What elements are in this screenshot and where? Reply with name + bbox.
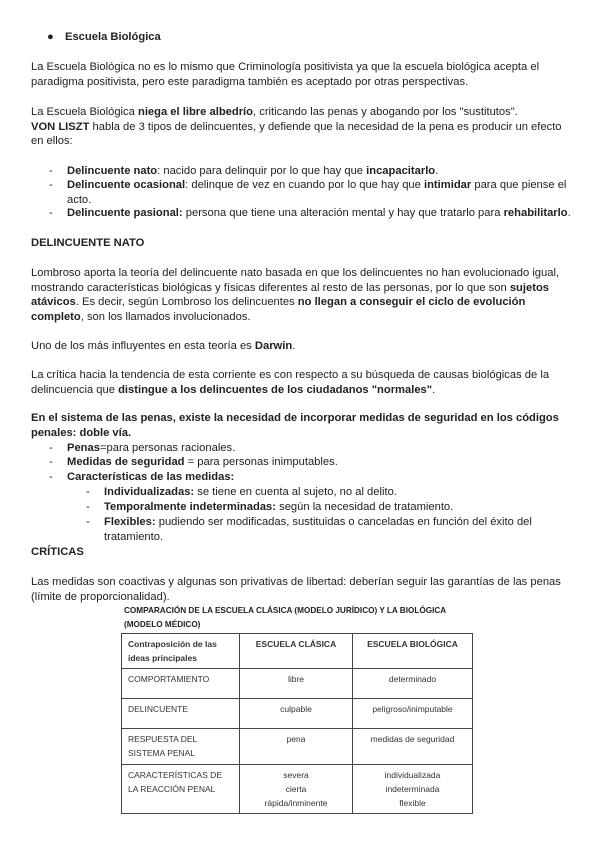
text: Lombroso aporta la teoría del delincuente nato basada en que los delincuentes no han evolucionado igual, mostrando características biológicas y físicas diferentes al resto de las personas, por lo que son	[31, 267, 560, 294]
table-cell: individualizada indeterminada flexible	[353, 765, 473, 814]
text: La crítica hacia la tendencia de esta corriente es con respecto a su búsqueda de causas biológicas de la delincuencia que	[31, 369, 550, 396]
text: habla de 3 tipos de delincuentes, y defiende que la necesidad de la pena es producir un efecto en ellos:	[31, 120, 562, 147]
table-header-cell: ESCUELA CLÁSICA	[240, 634, 353, 669]
type-name: Delincuente pasional:	[67, 207, 183, 219]
table-cell: culpable	[240, 699, 353, 729]
paragraph-lombroso	[31, 266, 571, 324]
table-header-row	[122, 634, 473, 669]
table-row	[122, 669, 473, 699]
dash-icon: -	[49, 207, 53, 219]
table-row	[122, 699, 473, 729]
text: se tiene en cuenta al sujeto, no al delito.	[194, 486, 397, 498]
text: según la necesidad de tratamiento.	[276, 501, 454, 513]
text: Uno de los más influyentes en esta teoría es	[31, 340, 255, 352]
bold-text: Darwin	[254, 340, 293, 352]
bold-text: Medidas de seguridad	[67, 456, 185, 468]
table-header-cell: Contraposición de las ideas principales	[122, 634, 240, 669]
type-action: intimidar	[423, 179, 472, 191]
type-end: .	[435, 165, 439, 177]
type-end: .	[567, 207, 571, 219]
dash-icon: -	[49, 471, 53, 483]
table-caption: COMPARACIÓN DE LA ESCUELA CLÁSICA (MODELO JURÍDICO) Y LA BIOLÓGICA (MODELO MÉDICO)	[124, 606, 446, 629]
dash-icon: -	[49, 456, 53, 468]
type-name: Delincuente ocasional	[67, 179, 186, 191]
bullet-dot-icon: ●	[47, 31, 54, 43]
table-cell: CARACTERÍSTICAS DE LA REACCIÓN PENAL	[122, 765, 240, 814]
table-cell: peligroso/inimputable	[353, 699, 473, 729]
bold-text: distingue a los delincuentes de los ciudadanos "normales"	[118, 383, 433, 396]
paragraph-sistema-penas: En el sistema de las penas, existe la necesidad de incorporar medidas de seguridad en los códigos penales: doble vía.	[31, 412, 559, 439]
table-cell: determinado	[353, 669, 473, 699]
type-action: incapacitarlo	[366, 165, 436, 177]
text: = para personas inimputables.	[184, 456, 338, 468]
type-text: : nacido para delinquir por lo que hay que	[157, 165, 367, 177]
table-cell: DELINCUENTE	[122, 699, 240, 729]
heading-escuela-biologica: Escuela Biológica	[65, 31, 161, 43]
text: , criticando las penas y abogando por los "sustitutos".	[253, 106, 518, 118]
table-cell: COMPORTAMIENTO	[122, 669, 240, 699]
text: , son los llamados involucionados.	[80, 310, 251, 323]
table-cell: medidas de seguridad	[353, 729, 473, 765]
table-cell: severa cierta rápida/inminente	[240, 765, 353, 814]
comparison-table	[121, 633, 473, 814]
paragraph-critica	[31, 368, 571, 397]
bold-text: niega el libre albedrío	[137, 106, 254, 118]
text: .	[292, 340, 296, 352]
paragraph-intro: La Escuela Biológica no es lo mismo que Criminología positivista ya que la escuela biológica acepta el paradigma positivista, pero este paradigma también es aceptado por otras perspectivas.	[31, 61, 540, 88]
table-cell: libre	[240, 669, 353, 699]
bold-text: Características de las medidas:	[67, 471, 235, 483]
type-name: Delincuente nato	[67, 165, 158, 177]
dash-icon: -	[86, 516, 90, 528]
type-text: persona que tiene una alteración mental y hay que tratarlo para	[182, 207, 504, 219]
bullet-heading	[47, 30, 161, 45]
dash-icon: -	[86, 486, 90, 498]
bold-text: Penas	[67, 442, 100, 454]
bold-text: sujetos atávicos	[31, 281, 549, 308]
table-cell: pena	[240, 729, 353, 765]
dash-icon: -	[86, 501, 90, 513]
text: pudiendo ser modificadas, sustituidas o canceladas en función del éxito del tratamiento.	[104, 516, 532, 543]
bold-text: VON LISZT	[31, 120, 90, 133]
paragraph-darwin	[31, 339, 571, 354]
dash-icon: -	[49, 442, 53, 454]
paragraph-criticas: Las medidas son coactivas y algunas son privativas de libertad: deberían seguir las garantías de las penas (límite de proporcionalidad).	[31, 576, 561, 603]
bold-text: Temporalmente indeterminadas:	[104, 501, 276, 513]
text: =para personas racionales.	[99, 442, 236, 454]
dash-icon: -	[49, 179, 53, 191]
type-text: : delinque de vez en cuando por lo que hay que	[185, 179, 424, 191]
table-header-cell: ESCUELA BIOLÓGICA	[353, 634, 473, 669]
bold-text: no llegan a conseguir el ciclo de evolución completo	[31, 296, 526, 323]
dash-icon: -	[49, 165, 53, 177]
bold-text: Individualizadas:	[104, 486, 195, 498]
table-row	[122, 729, 473, 765]
type-action: rehabilitarlo	[503, 207, 568, 219]
section-heading-criticas: CRÍTICAS	[31, 546, 84, 558]
table-row	[122, 765, 473, 814]
text: La Escuela Biológica	[31, 106, 138, 118]
type-end: para que piense el acto.	[67, 179, 567, 206]
text: . Es decir, según Lombroso los delincuentes	[75, 296, 298, 308]
table-cell: RESPUESTA DEL SISTEMA PENAL	[122, 729, 240, 765]
bold-text: Flexibles:	[104, 516, 156, 528]
section-heading-delincuente-nato: DELINCUENTE NATO	[31, 237, 145, 249]
text: .	[432, 383, 436, 396]
paragraph-libre-albedrio	[31, 105, 571, 149]
